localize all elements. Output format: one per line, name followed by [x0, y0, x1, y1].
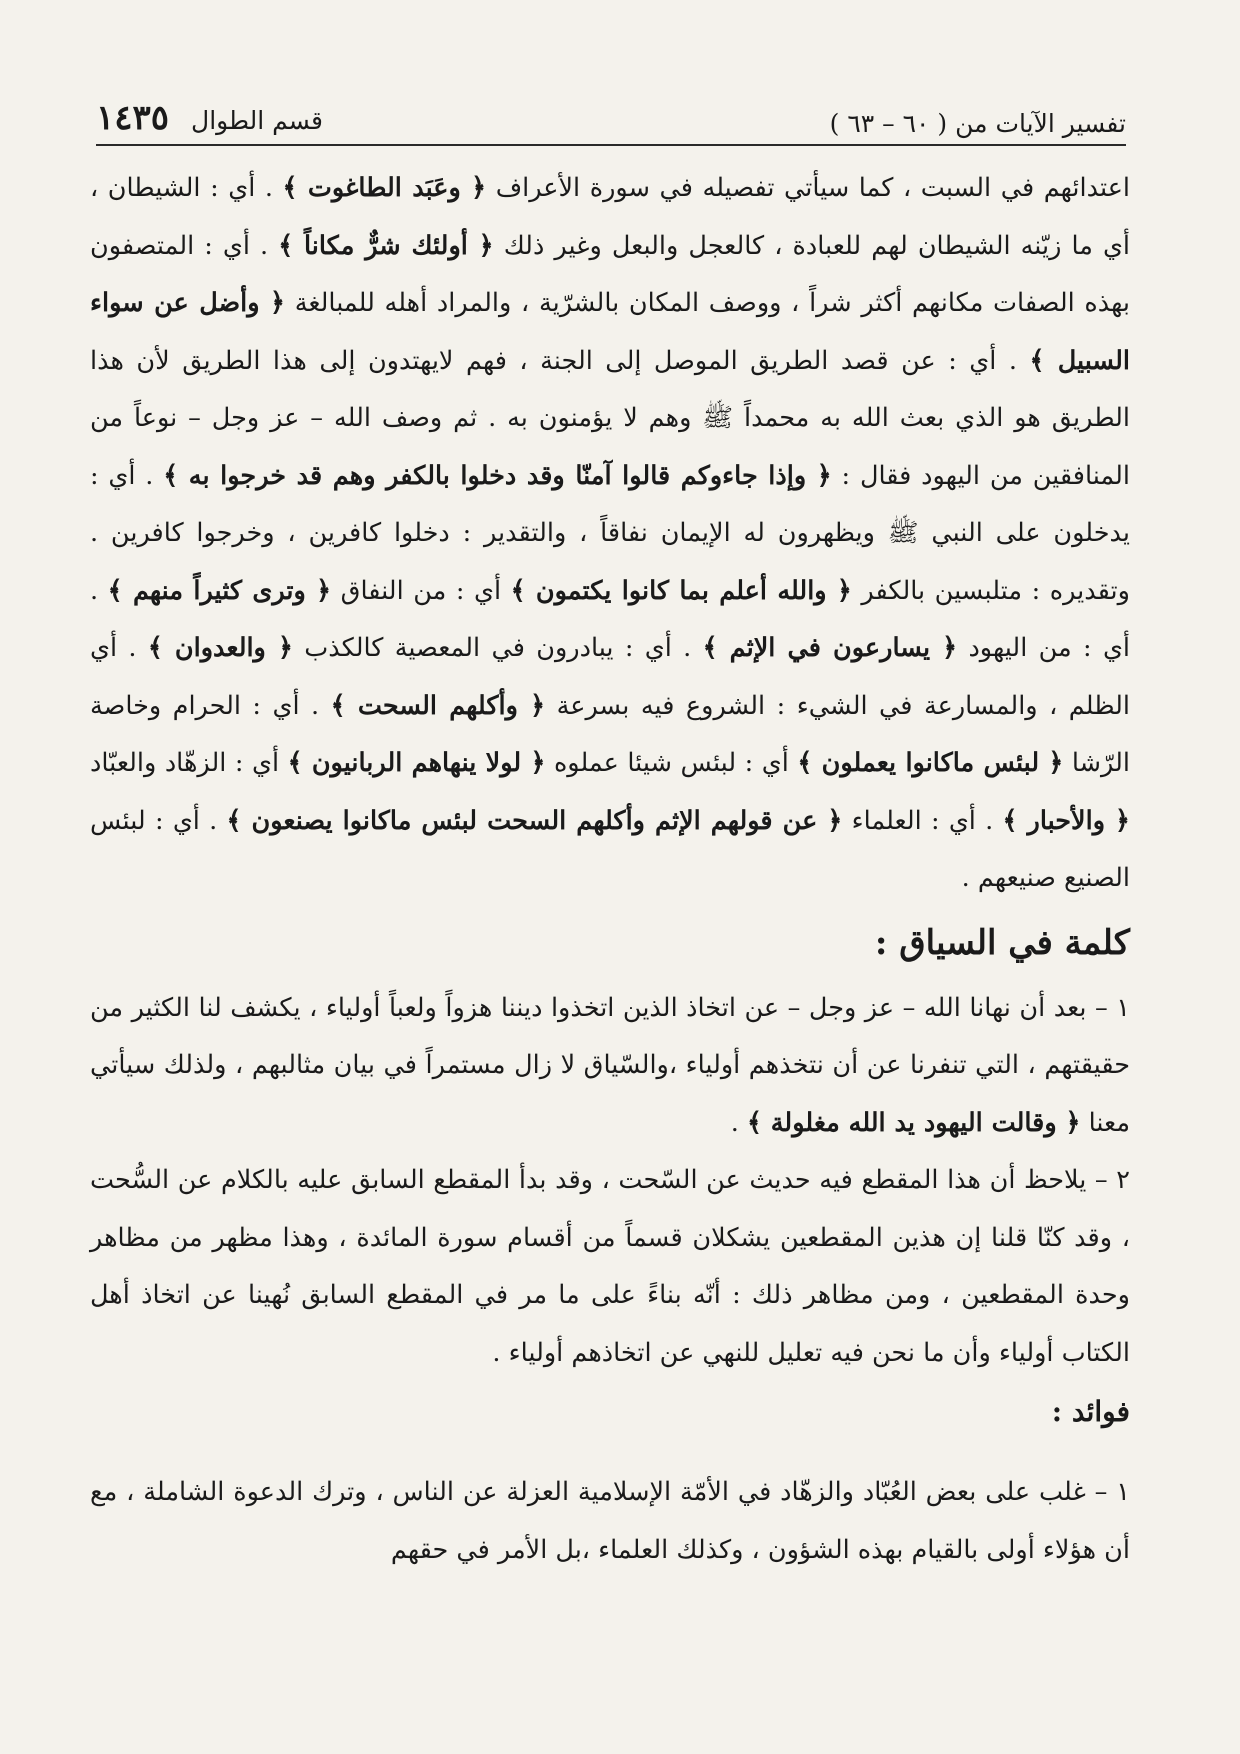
running-header [96, 82, 1126, 146]
verse-quote: ﴿ وقالت اليهود يد الله مغلولة ﴾ [746, 1107, 1081, 1138]
text-run: . أي : يبادرون في المعصية كالكذب [292, 633, 703, 663]
page-number: ١٤٣٥ [96, 98, 170, 138]
text-run: اعتدائهم في السبت ، كما سيأتي تفصيله في سورة الأعراف [486, 173, 1130, 203]
verse-quote: ﴿ والأحبار ﴾ [1002, 805, 1130, 836]
verse-quote: ﴿ لبئس ماكانوا يعملون ﴾ [797, 748, 1064, 778]
text-run: أي : الزهّاد والعبّاد [90, 748, 288, 778]
verse-quote: ﴿ وأكلهم السحت ﴾ [330, 690, 546, 721]
text-run: . أي : العلماء [842, 805, 1003, 836]
page-content [90, 160, 1130, 1579]
section-heading: كلمة في السياق : [874, 922, 1130, 963]
text-run: أي : من النفاق [331, 575, 511, 606]
tafsir-paragraph [90, 160, 1130, 908]
text-run: . أي : المتصفون بهذه الصفات مكانهم أكثر شراً ، ووصف المكان بالشرّية ، والمراد أهله للمبالغة [90, 230, 1130, 318]
verse-quote: ﴿ والعدوان ﴾ [147, 633, 293, 663]
text-run: . أي : من اليهود [90, 575, 1130, 663]
text-run: . أي : الحرام وخاصة الرّشا [90, 690, 1130, 778]
text-run: . أي الظلم ، والمسارعة في الشيء : الشروع فيه بسرعة [90, 633, 1130, 721]
verse-quote: ﴿ والله أعلم بما كانوا يكتمون ﴾ [510, 575, 852, 606]
benefits-heading: فوائد : [1051, 1395, 1130, 1428]
context-point-1 [90, 980, 1130, 1153]
header-section: قسم الطوال [191, 106, 323, 135]
verse-quote: ﴿ وأضل عن سواء السبيل ﴾ [90, 288, 1130, 376]
text-run: . أي : يدخلون على النبي ﷺ ويظهرون له الإيمان نفاقاً ، والتقدير : دخلوا كافرين ، وخرجوا كافرين . وتقديره : متلبسين بالكفر [90, 460, 1130, 606]
spacer [90, 1442, 1130, 1464]
verse-quote: ﴿ وعَبَد الطاغوت ﴾ [282, 173, 487, 203]
verse-quote: ﴿ أولئك شرٌّ مكاناً ﴾ [278, 230, 494, 261]
header-title: تفسير الآيات من ( ٦٠ – ٦٣ ) [829, 109, 1126, 138]
verse-quote: ﴿ وترى كثيراً منهم ﴾ [107, 575, 332, 606]
verse-quote: ﴿ يسارعون في الإثم ﴾ [702, 633, 958, 663]
verse-quote: ﴿ وإذا جاءوكم قالوا آمنّا وقد دخلوا بالكفر وهم قد خرجوا به ﴾ [163, 460, 832, 491]
verse-quote: ﴿ عن قولهم الإثم وأكلهم السحت لبئس ماكانوا يصنعون ﴾ [226, 805, 843, 836]
text-run: أي : لبئس شيئا عملوه [545, 748, 798, 778]
benefit-point-1: ١ – غلب على بعض العُبّاد والزهّاد في الأمّة الإسلامية العزلة عن الناس ، وترك الدعوة الشاملة ، مع أن هؤلاء أولى بالقيام بهذه الشؤون ، وكذلك العلماء ،بل الأمر في حقهم [90, 1477, 1130, 1565]
text-run: ١ – بعد أن نهانا الله – عز وجل – عن اتخاذ الذين اتخذوا ديننا هزواً ولعباً أولياء ، يكشف لنا الكثير من حقيقتهم ، التي تنفرنا عن أن نتخذهم أولياء ،والسّياق لا زال مستمراً في بيان مثالبهم ، ولذلك سيأتي معنا [90, 992, 1130, 1138]
text-run: . [730, 1107, 747, 1138]
header-left-group [96, 98, 323, 138]
context-point-2: ٢ – يلاحظ أن هذا المقطع فيه حديث عن السّحت ، وقد بدأ المقطع السابق عليه بالكلام عن السُّحت ، وقد كنّا قلنا إن هذين المقطعين يشكلان قسماً من أقسام سورة المائدة ، وهذا مظهر من مظاهر وحدة المقطعين ، ومن مظاهر ذلك : أنّه بناءً على ما مر في المقطع السابق نُهينا عن اتخاذ أهل الكتاب أولياء وأن ما نحن فيه تعليل للنهي عن اتخاذهم أولياء . [90, 1165, 1130, 1368]
verse-quote: ﴿ لولا ينهاهم الربانيون ﴾ [287, 748, 546, 778]
text-run: . أي : لبئس الصنيع صنيعهم . [90, 805, 1130, 893]
text-run: . أي : عن قصد الطريق الموصل إلى الجنة ، فهم لايهتدون إلى هذا الطريق لأن هذا الطريق هو الذي بعث الله به محمداً ﷺ وهم لا يؤمنون به . ثم وصف الله – عز وجل – نوعاً من المنافقين من اليهود فقال : [90, 345, 1130, 491]
text-run: . أي : الشيطان ، أي ما زيّنه الشيطان لهم للعبادة ، كالعجل والبعل وغير ذلك [90, 173, 1130, 261]
